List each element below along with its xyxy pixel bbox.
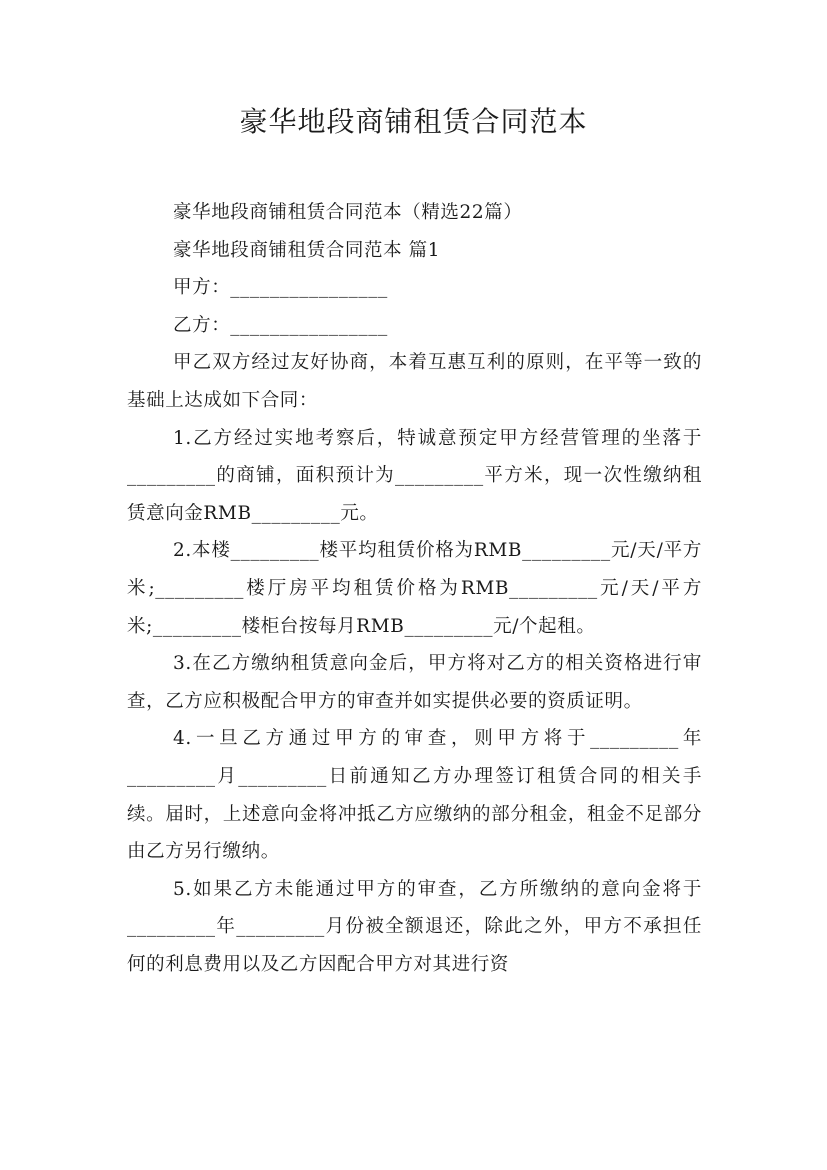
party-a-line: 甲方：________________ xyxy=(173,277,388,299)
clause-1: 1.乙方经过实地考察后，特诚意预定甲方经营管理的坐落于_________的商铺，面积预计为_________平方米，现一次性缴纳租赁意向金RMB_________元。 xyxy=(127,427,702,524)
clause-3: 3.在乙方缴纳租赁意向金后，甲方将对乙方的相关资格进行审查，乙方应积极配合甲方的审查并如实提供必要的资质证明。 xyxy=(127,653,702,712)
collection-heading: 豪华地段商铺租赁合同范本（精选22篇） xyxy=(173,202,523,223)
clause-5: 5.如果乙方未能通过甲方的审查，乙方所缴纳的意向金将于_________年_________月份被全额退还，除此之外，甲方不承担任何的利息费用以及乙方因配合甲方对其进行资 xyxy=(127,878,702,975)
document-body xyxy=(127,194,702,983)
preamble-paragraph: 甲乙双方经过友好协商，本着互惠互利的原则，在平等一致的基础上达成如下合同： xyxy=(127,352,702,411)
clause-4: 4.一旦乙方通过甲方的审查，则甲方将于_________年_________月_________日前通知乙方办理签订租赁合同的相关手续。届时，上述意向金将冲抵乙方应缴纳的部分租金，租金不足部分由乙方另行缴纳。 xyxy=(127,728,702,863)
party-b-line: 乙方：________________ xyxy=(173,314,388,336)
section-heading: 豪华地段商铺租赁合同范本 篇1 xyxy=(173,239,441,261)
clause-2: 2.本楼_________楼平均租赁价格为RMB_________元/天/平方米;_________楼厅房平均租赁价格为RMB_________元/天/平方米;_________楼柜台按每月RMB_________元/个起租。 xyxy=(127,540,702,637)
document-title: 豪华地段商铺租赁合同范本 xyxy=(239,105,588,138)
